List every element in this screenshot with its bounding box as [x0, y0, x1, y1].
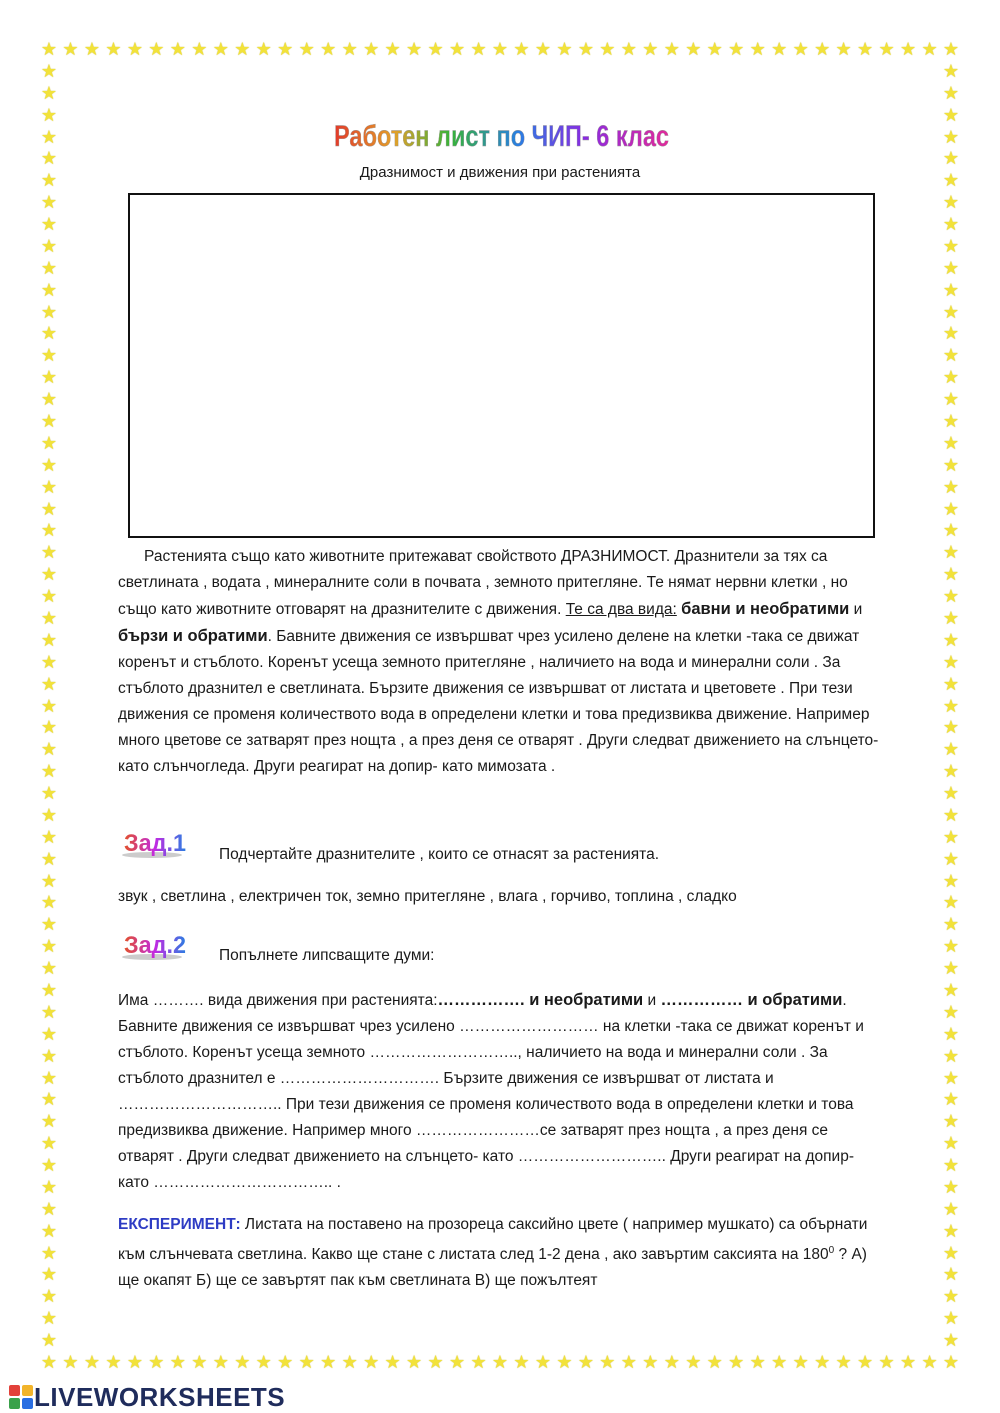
border-star-icon: ★	[40, 870, 58, 891]
border-star-icon: ★	[320, 1352, 337, 1372]
border-star-icon: ★	[40, 279, 58, 300]
border-star-icon: ★	[942, 82, 960, 103]
border-star-icon: ★	[62, 39, 79, 59]
border-star-icon: ★	[40, 411, 58, 432]
border-star-icon: ★	[942, 870, 960, 891]
border-star-icon: ★	[363, 1352, 380, 1372]
border-star-icon: ★	[921, 39, 938, 59]
border-star-icon: ★	[40, 454, 58, 475]
task2-instruction: Попълнете липсващите думи:	[219, 947, 435, 964]
border-star-icon: ★	[685, 1352, 702, 1372]
border-star-icon: ★	[40, 1286, 58, 1307]
border-star-icon: ★	[40, 1023, 58, 1044]
border-star-icon: ★	[942, 1330, 960, 1351]
border-star-icon: ★	[40, 564, 58, 585]
border-star-icon: ★	[191, 1352, 208, 1372]
border-star-icon: ★	[942, 958, 960, 979]
border-star-icon: ★	[40, 1067, 58, 1088]
border-star-icon: ★	[942, 1220, 960, 1241]
border-star-icon: ★	[40, 60, 58, 81]
border-star-icon: ★	[857, 39, 874, 59]
border-star-icon: ★	[40, 1330, 58, 1351]
border-star-icon: ★	[40, 214, 58, 235]
liveworksheets-icon	[8, 1384, 34, 1410]
border-star-icon: ★	[942, 892, 960, 913]
border-star-icon: ★	[942, 739, 960, 760]
border-star-icon: ★	[40, 1308, 58, 1329]
border-star-icon: ★	[40, 607, 58, 628]
task1-options[interactable]: звук , светлина , електричен ток, земно притегляне , влага , горчиво, топлина , сладко	[118, 888, 737, 905]
border-star-icon: ★	[470, 1352, 487, 1372]
experiment-label: ЕКСПЕРИМЕНТ:	[118, 1216, 241, 1233]
border-star-icon: ★	[40, 629, 58, 650]
border-star-icon: ★	[620, 1352, 637, 1372]
border-star-icon: ★	[40, 345, 58, 366]
border-star-icon: ★	[40, 1264, 58, 1285]
image-placeholder	[128, 193, 875, 538]
svg-text:Работен лист по ЧИП- 6 клас: Работен лист по ЧИП- 6 клас	[334, 120, 669, 153]
border-star-icon: ★	[942, 1198, 960, 1219]
border-star-icon: ★	[942, 367, 960, 388]
border-star-icon: ★	[942, 60, 960, 81]
border-star-icon: ★	[857, 1352, 874, 1372]
border-star-icon: ★	[942, 607, 960, 628]
border-star-icon: ★	[40, 936, 58, 957]
border-star-icon: ★	[534, 39, 551, 59]
border-star-icon: ★	[599, 39, 616, 59]
border-star-icon: ★	[942, 1176, 960, 1197]
border-star-icon: ★	[169, 1352, 186, 1372]
task2-fill-in-text[interactable]: Има ………. вида движения при растенията:……………. и необратими и …………… и обратими. Бавните движения се извършват чрез усилено ……………………… на клетки -така се движат коренът и стъблото. Коренът усеща земното ……………………….., наличието на вода и минерални соли . За стъблото дразнител е …………………………. Бързите движения се извършват от листата и ………………………….. При тези движения се променя количеството вода в определени клетки и това предизвиква движение. Например много ……………………се затварят през нощта , а през деня се отварят . Други следват движението на слънцето- като ……………………….. Други реагират на допир-като …………………………….. .	[118, 991, 864, 1191]
border-star-icon: ★	[341, 39, 358, 59]
border-star-icon: ★	[384, 39, 401, 59]
border-star-icon: ★	[40, 542, 58, 563]
border-star-icon: ★	[212, 1352, 229, 1372]
border-star-icon: ★	[40, 739, 58, 760]
border-star-icon: ★	[942, 804, 960, 825]
border-star-icon: ★	[40, 914, 58, 935]
border-star-icon: ★	[40, 958, 58, 979]
border-star-icon: ★	[835, 1352, 852, 1372]
border-star-icon: ★	[40, 1045, 58, 1066]
border-star-icon: ★	[942, 1111, 960, 1132]
border-star-icon: ★	[706, 1352, 723, 1372]
border-star-icon: ★	[878, 1352, 895, 1372]
border-star-icon: ★	[749, 39, 766, 59]
border-star-icon: ★	[942, 520, 960, 541]
border-star-icon: ★	[814, 39, 831, 59]
svg-text:Зад.2: Зад.2	[124, 932, 186, 959]
border-star-icon: ★	[728, 39, 745, 59]
border-star-icon: ★	[40, 826, 58, 847]
border-star-icon: ★	[191, 39, 208, 59]
border-star-icon: ★	[942, 695, 960, 716]
border-star-icon: ★	[427, 39, 444, 59]
border-star-icon: ★	[942, 1264, 960, 1285]
border-star-icon: ★	[942, 257, 960, 278]
border-star-icon: ★	[298, 1352, 315, 1372]
border-star-icon: ★	[942, 979, 960, 1000]
border-star-icon: ★	[942, 1089, 960, 1110]
task2-logo	[120, 927, 190, 963]
border-star-icon: ★	[40, 717, 58, 738]
border-star-icon: ★	[942, 1001, 960, 1022]
border-star-icon: ★	[40, 1352, 58, 1372]
border-star-icon: ★	[40, 126, 58, 147]
experiment-paragraph: ЕКСПЕРИМЕНТ: Листата на поставено на прозореца саксийно цвете ( например мушкато) са обърнати към слънчевата светлина. Какво ще стане с листата след 1-2 дена , ако завъртим саксията на $180^0$ ? А) ще окапят Б) ще се завъртят пак към светлината В) ще пожълтеят	[118, 1216, 868, 1290]
border-star-icon: ★	[942, 1067, 960, 1088]
border-star-icon: ★	[942, 629, 960, 650]
border-star-icon: ★	[942, 564, 960, 585]
border-star-icon: ★	[814, 1352, 831, 1372]
border-star-icon: ★	[40, 848, 58, 869]
border-star-icon: ★	[706, 39, 723, 59]
border-star-icon: ★	[878, 39, 895, 59]
border-star-icon: ★	[40, 367, 58, 388]
footer-logo	[8, 1383, 285, 1411]
border-star-icon: ★	[642, 1352, 659, 1372]
border-star-icon: ★	[942, 651, 960, 672]
border-star-icon: ★	[942, 1133, 960, 1154]
border-star-icon: ★	[40, 1089, 58, 1110]
border-star-icon: ★	[942, 454, 960, 475]
border-star-icon: ★	[663, 39, 680, 59]
brand-name: LIVEWORKSHEETS	[34, 1381, 286, 1412]
border-star-icon: ★	[942, 1023, 960, 1044]
task1-instruction: Подчертайте дразнителите , които се отнасят за растенията.	[219, 846, 660, 863]
border-star-icon: ★	[40, 498, 58, 519]
border-star-icon: ★	[40, 257, 58, 278]
border-star-icon: ★	[942, 432, 960, 453]
border-star-icon: ★	[148, 39, 165, 59]
page-title	[332, 118, 677, 154]
border-star-icon: ★	[40, 1111, 58, 1132]
border-star-icon: ★	[921, 1352, 938, 1372]
border-star-icon: ★	[942, 126, 960, 147]
border-star-icon: ★	[83, 1352, 100, 1372]
border-star-icon: ★	[685, 39, 702, 59]
border-star-icon: ★	[40, 586, 58, 607]
border-star-icon: ★	[40, 1001, 58, 1022]
border-star-icon: ★	[277, 1352, 294, 1372]
border-star-icon: ★	[40, 761, 58, 782]
border-star-icon: ★	[341, 1352, 358, 1372]
border-star-icon: ★	[728, 1352, 745, 1372]
border-star-icon: ★	[40, 104, 58, 125]
border-star-icon: ★	[942, 1308, 960, 1329]
border-star-icon: ★	[942, 498, 960, 519]
border-star-icon: ★	[40, 301, 58, 322]
border-star-icon: ★	[298, 39, 315, 59]
border-star-icon: ★	[942, 323, 960, 344]
border-star-icon: ★	[663, 1352, 680, 1372]
border-star-icon: ★	[40, 979, 58, 1000]
border-star-icon: ★	[942, 717, 960, 738]
border-star-icon: ★	[642, 39, 659, 59]
border-star-icon: ★	[942, 170, 960, 191]
border-star-icon: ★	[835, 39, 852, 59]
border-star-icon: ★	[771, 39, 788, 59]
border-star-icon: ★	[40, 1220, 58, 1241]
border-star-icon: ★	[792, 1352, 809, 1372]
border-star-icon: ★	[749, 1352, 766, 1372]
border-star-icon: ★	[40, 1198, 58, 1219]
border-star-icon: ★	[83, 39, 100, 59]
border-star-icon: ★	[942, 148, 960, 169]
border-star-icon: ★	[942, 1286, 960, 1307]
border-star-icon: ★	[577, 1352, 594, 1372]
border-star-icon: ★	[40, 1242, 58, 1263]
border-star-icon: ★	[277, 39, 294, 59]
border-star-icon: ★	[40, 673, 58, 694]
border-star-icon: ★	[942, 783, 960, 804]
border-star-icon: ★	[62, 1352, 79, 1372]
border-star-icon: ★	[942, 1045, 960, 1066]
border-star-icon: ★	[384, 1352, 401, 1372]
border-star-icon: ★	[942, 104, 960, 125]
border-star-icon: ★	[771, 1352, 788, 1372]
border-star-icon: ★	[448, 39, 466, 59]
border-star-icon: ★	[40, 192, 58, 213]
border-star-icon: ★	[599, 1352, 616, 1372]
border-star-icon: ★	[942, 936, 960, 957]
border-star-icon: ★	[255, 1352, 272, 1372]
border-star-icon: ★	[448, 1352, 466, 1372]
border-star-icon: ★	[126, 39, 143, 59]
border-star-icon: ★	[40, 82, 58, 103]
border-star-icon: ★	[942, 214, 960, 235]
border-star-icon: ★	[105, 39, 122, 59]
border-star-icon: ★	[942, 914, 960, 935]
border-star-icon: ★	[577, 39, 594, 59]
border-star-icon: ★	[406, 1352, 423, 1372]
border-star-icon: ★	[40, 476, 58, 497]
border-star-icon: ★	[40, 892, 58, 913]
border-star-icon: ★	[40, 1155, 58, 1176]
border-star-icon: ★	[255, 39, 272, 59]
border-star-icon: ★	[40, 520, 58, 541]
border-star-icon: ★	[534, 1352, 551, 1372]
border-star-icon: ★	[470, 39, 487, 59]
border-star-icon: ★	[491, 1352, 509, 1372]
border-star-icon: ★	[942, 542, 960, 563]
border-star-icon: ★	[320, 39, 337, 59]
border-star-icon: ★	[40, 389, 58, 410]
border-star-icon: ★	[40, 323, 58, 344]
border-star-icon: ★	[40, 39, 58, 59]
border-star-icon: ★	[942, 39, 960, 59]
border-star-icon: ★	[942, 826, 960, 847]
border-star-icon: ★	[406, 39, 423, 59]
border-star-icon: ★	[942, 761, 960, 782]
border-star-icon: ★	[942, 476, 960, 497]
border-star-icon: ★	[513, 39, 530, 59]
border-star-icon: ★	[792, 39, 809, 59]
border-star-icon: ★	[513, 1352, 530, 1372]
border-star-icon: ★	[942, 586, 960, 607]
border-star-icon: ★	[427, 1352, 444, 1372]
border-star-icon: ★	[899, 39, 917, 59]
border-star-icon: ★	[942, 848, 960, 869]
border-star-icon: ★	[942, 411, 960, 432]
task1-logo	[120, 825, 190, 861]
intro-paragraph: Растенията също като животните притежават свойството ДРАЗНИМОСТ. Дразнители за тях са светлината , водата , минералните соли в почвата , земното притегляне. Те нямат нервни клетки , но също като животните отговарят на дразнителите с движения. Те са два вида: бавни и необратими и бързи и обратими. Бавните движения се извършват чрез усилено делене на клетки -така се движат коренът и стъблото. Коренът усеща земното притегляне , наличието на вода и минерални соли . За стъблото дразнител е светлината. Бързите движения се извършват от листата и цветовете . При тези движения се променя количеството вода в определени клетки и това предизвиква движение. Например много цветове се затварят през нощта , а през деня се отварят . Други следват движението на слънцето- като слънчогледа. Други реагират на допир- като мимозата .	[118, 548, 879, 775]
border-star-icon: ★	[40, 1133, 58, 1154]
border-star-icon: ★	[942, 673, 960, 694]
border-star-icon: ★	[40, 148, 58, 169]
border-star-icon: ★	[148, 1352, 165, 1372]
border-star-icon: ★	[942, 279, 960, 300]
border-star-icon: ★	[899, 1352, 917, 1372]
border-star-icon: ★	[234, 39, 251, 59]
border-star-icon: ★	[942, 1155, 960, 1176]
border-star-icon: ★	[40, 651, 58, 672]
svg-text:Зад.1: Зад.1	[124, 830, 186, 857]
border-star-icon: ★	[234, 1352, 251, 1372]
border-star-icon: ★	[942, 1352, 960, 1372]
border-star-icon: ★	[942, 389, 960, 410]
border-star-icon: ★	[40, 695, 58, 716]
border-star-icon: ★	[942, 235, 960, 256]
border-star-icon: ★	[40, 235, 58, 256]
border-star-icon: ★	[942, 192, 960, 213]
border-star-icon: ★	[40, 170, 58, 191]
border-star-icon: ★	[40, 783, 58, 804]
border-star-icon: ★	[169, 39, 186, 59]
border-star-icon: ★	[942, 345, 960, 366]
border-star-icon: ★	[942, 1242, 960, 1263]
border-star-icon: ★	[363, 39, 380, 59]
border-star-icon: ★	[105, 1352, 122, 1372]
border-star-icon: ★	[126, 1352, 143, 1372]
border-star-icon: ★	[40, 432, 58, 453]
border-star-icon: ★	[40, 804, 58, 825]
border-star-icon: ★	[942, 301, 960, 322]
border-star-icon: ★	[620, 39, 637, 59]
border-star-icon: ★	[491, 39, 509, 59]
border-star-icon: ★	[212, 39, 229, 59]
border-star-icon: ★	[556, 1352, 573, 1372]
border-star-icon: ★	[556, 39, 573, 59]
page-subtitle: Дразнимост и движения при растенията	[359, 164, 641, 181]
border-star-icon: ★	[40, 1176, 58, 1197]
